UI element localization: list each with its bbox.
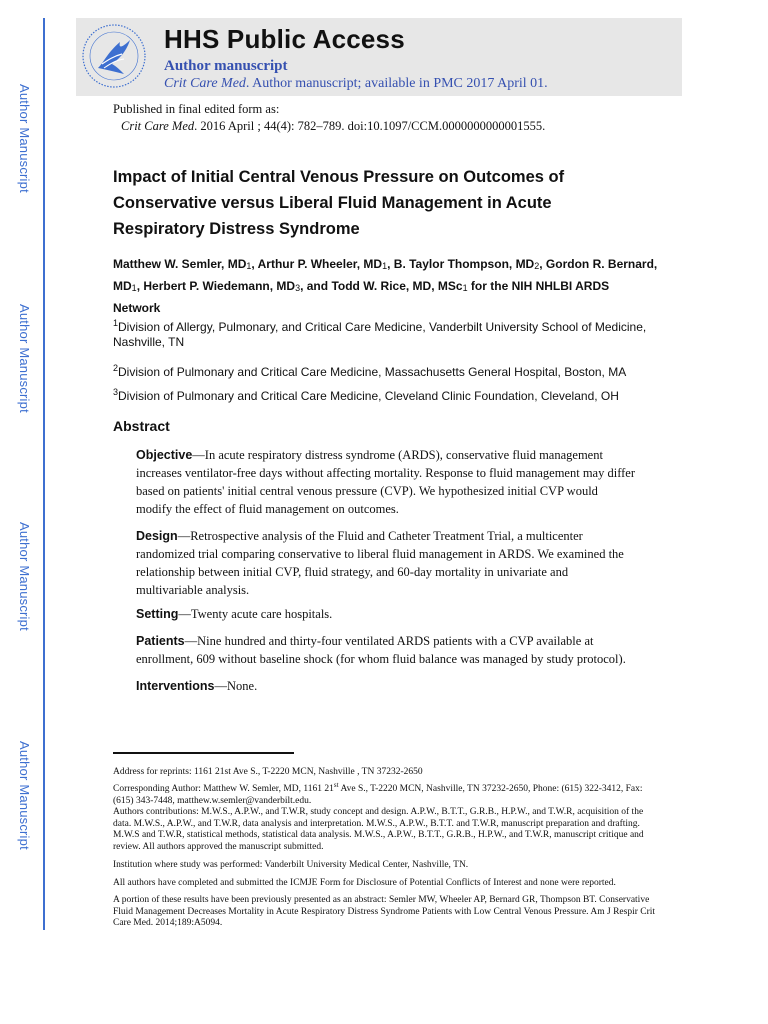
- public-access-banner: [76, 18, 682, 96]
- author-group: for the NIH NHLBI ARDS Network: [113, 279, 610, 315]
- abstract-design: Design—Retrospective analysis of the Fluid and Catheter Treatment Trial, a multicenter randomized trial comparing conservative to liberal fluid management in ARDS. We examined the relationship between initial CVP, fluid strategy, and 60-day mortality in univariate and multivariable analysis.: [136, 529, 624, 597]
- abstract-interventions: Interventions—None.: [136, 679, 258, 693]
- author: Arthur P. Wheeler, $MD_1$,: [257, 257, 394, 271]
- footnote-institution: Institution where study was performed: Vanderbilt University Medical Center, Nashville, TN.: [113, 860, 469, 870]
- footnote-corresponding: Corresponding Author: Matthew W. Semler, MD, 1161 21st Ave S., T-2220 MCN, Nashville, TN 37232-2650, Phone: (615) 322-3412, Fax: (615) 343-7448, matthew.w.semler@vanderbilt.edu.: [113, 781, 643, 806]
- abstract-patients: Patients—Nine hundred and thirty-four ventilated ARDS patients with a CVP available at enrollment, 609 without baseline shock (for whom fluid balance was managed by study protocol).: [136, 634, 626, 666]
- manuscript-type: Author manuscript: [164, 58, 288, 74]
- availability-line: Crit Care Med. Author manuscript; available in PMC 2017 April 01.: [164, 76, 548, 91]
- side-rule: [43, 18, 45, 930]
- affiliation: $^3$Division of Pulmonary and Critical Care Medicine, Cleveland Clinic Foundation, Cleveland, OH: [113, 387, 619, 403]
- author-list: [113, 254, 658, 318]
- author: B. Taylor Thompson, $MD_2$,: [393, 257, 546, 271]
- page-title: HHS Public Access: [164, 24, 405, 54]
- author: Herbert P. Wiedemann, $MD_3$, and: [143, 279, 332, 293]
- abstract-setting: Setting—Twenty acute care hospitals.: [136, 607, 333, 621]
- footnote-reprints: Address for reprints: 1161 21st Ave S., T-2220 MCN, Nashville , TN 37232-2650: [113, 767, 423, 777]
- author: Matthew W. Semler, $MD_1$,: [113, 257, 258, 271]
- footnote-icmje: All authors have completed and submitted the ICMJE Form for Disclosure of Potential Conflicts of Interest and none were reported.: [113, 878, 616, 888]
- author: Gordon R. Bernard, $MD_1$,: [113, 257, 658, 293]
- footnote-previous: A portion of these results have been previously presented as an abstract: Semler MW, Wheeler AP, Bernard GR, Thompson BT. Conservative Fluid Management Decreases Mortality in Acute Respiratory Distress Syndrome Patients with Low Central Venous Pressure. Am J Respir Crit Care Med. 2014;189:A5094.: [113, 895, 656, 928]
- abstract-heading: Abstract: [113, 418, 170, 434]
- hhs-seal-icon: [80, 22, 148, 90]
- footnote-contributions: Authors contributions: M.W.S., A.P.W., and T.W.R, study concept and design. A.P.W., B.T.T., G.R.B., H.P.W., and T.W.R, acquisition of the data. M.W.S., A.P.W., and T.W.R, data analysis and interpretation. M.W.S., A.P.W., B.T.T. and T.W.R, manuscript preparation and drafting. M.W.S and T.W.R, statistical methods, statistical data analysis. M.W.S., A.P.W., B.T.T., G.R.B., H.P.W., and T.W.R, manuscript critique and review. All authors approved the manuscript submitted.: [113, 807, 644, 852]
- article-title: Impact of Initial Central Venous Pressure on Outcomes of Conservative versus Liberal Fluid Management in Acute Respiratory Distress Syndrome: [113, 168, 565, 238]
- author: Todd W. Rice, MD, MSc$_1$: [331, 279, 468, 293]
- affiliation: $^2$Division of Pulmonary and Critical Care Medicine, Massachusetts General Hospital, Boston, MA: [113, 363, 627, 379]
- abstract-objective: Objective—In acute respiratory distress syndrome (ARDS), conservative fluid management increases ventilator-free days without affecting mortality. Response to fluid management may differ based on patients' initial central venous pressure (CVP). We hypothesized initial CVP would modify the effect of fluid management on outcomes.: [136, 448, 636, 516]
- footnote-divider: [113, 752, 294, 754]
- affiliation: $^1$Division of Allergy, Pulmonary, and Critical Care Medicine, Vanderbilt University School of Medicine, Nashville, TN: [113, 318, 647, 349]
- publication-info: Published in final edited form as: Crit Care Med. 2016 April ; 44(4): 782–789. doi:10.1097/CCM.0000000000001555.: [113, 102, 546, 133]
